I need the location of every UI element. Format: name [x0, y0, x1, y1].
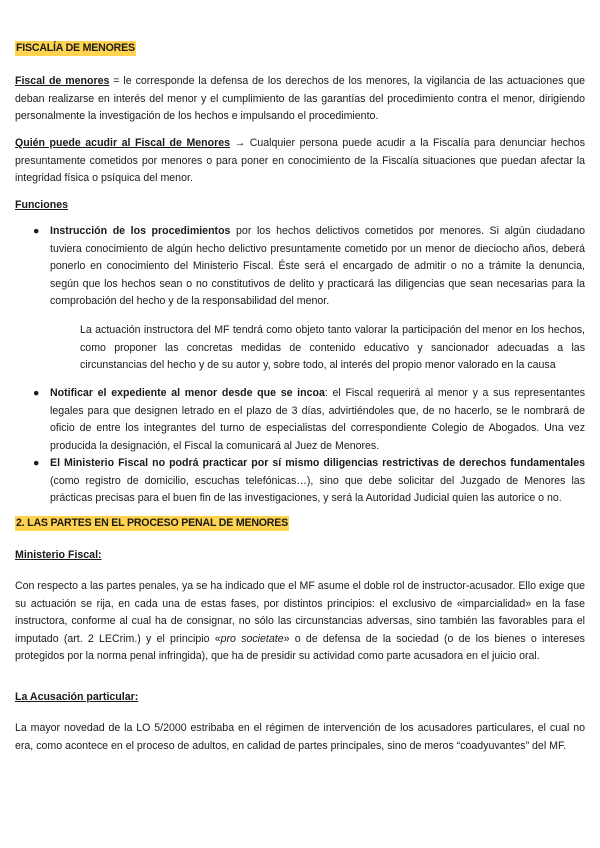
section-heading-fiscalia: FISCALÍA DE MENORES: [16, 42, 135, 54]
section-heading-partes: 2. LAS PARTES EN EL PROCESO PENAL DE MENORES: [16, 517, 288, 529]
note-actuacion-instructora: La actuación instructora del MF tendrá como objeto tanto valorar la participación del menor en los hechos, como proponer las concretas medidas de contenido educativo y sancionador adecuadas a las circunstancias del hecho y de su autor y, sobre todo, al interés del propio menor valorado en la causa: [80, 324, 585, 372]
ministerio-fiscal-heading: Ministerio Fiscal:: [15, 549, 102, 561]
funcion-diligencias-restrictivas: El Ministerio Fiscal no podrá practicar por sí mismo diligencias restrictivas de derechos fundamentales (como registro de domicilio, escuchas telefónicas…), sino que debe solicitar del Juzgado de Menores las prácticas precisas para el buen fin de las investigaciones, y será la Autoridad Judicial quien las autorice o no.: [50, 457, 585, 505]
bullet-icon: ●: [33, 225, 40, 237]
paragraph-quien-puede-acudir: Quién puede acudir al Fiscal de Menores → Cualquier persona puede acudir a la Fiscalía para denunciar hechos presuntamente cometidos por menores o para poner en conocimiento de la Fiscalía situaciones que puedan afectar la integridad física o psíquica del menor.: [15, 137, 585, 185]
funciones-heading: Funciones: [15, 199, 68, 211]
bullet-icon: ●: [33, 387, 40, 399]
arrow-icon: →: [230, 137, 250, 149]
paragraph-ministerio-fiscal: Con respecto a las partes penales, ya se ha indicado que el MF asume el doble rol de instructor-acusador. Ello exige que su actuación se rija, en cada una de estas fases, por distintos principios: el exclusivo de «imparcialidad» en la fase instructora, conforme al cual ha de consignar, no sólo las circunstancias adversas, sino también las favorables para el imputado (art. 2 LECrim.) y el principio «pro societate» o de defensa de la sociedad (o de los bienes o intereses protegidos por la norma penal infringida), que ha de presidir su actividad como parte acusadora en el juicio oral.: [15, 580, 585, 663]
funcion-instruccion: Instrucción de los procedimientos por los hechos delictivos cometidos por menores. Si algún ciudadano tuviera conocimiento de algún hecho delictivo presuntamente cometido por un menor de dieciocho años, deberá ponerlo en conocimiento del Ministerio Fiscal. Éste será el encargado de admitir o no a trámite la denuncia, según que los hechos sean o no constitutivos de delito y practicará las diligencias que sean necesarias para la comprobación del hecho y de la responsabilidad del menor.: [50, 225, 585, 308]
term-quien-puede-acudir: Quién puede acudir al Fiscal de Menores: [15, 137, 231, 149]
bullet-icon: ●: [33, 457, 40, 469]
paragraph-acusacion-particular: La mayor novedad de la LO 5/2000 estribaba en el régimen de intervención de los acusadores particulares, el cual no era, como acontece en el proceso de adultos, en calidad de partes principales, sino de meros “coadyuvantes” del MF.: [15, 722, 585, 752]
paragraph-fiscal-de-menores: Fiscal de menores = le corresponde la defensa de los derechos de los menores, la vigilancia de las actuaciones que deban realizarse en interés del menor y el cumplimiento de las garantías del procedimiento contra el menor, dirigiendo personalmente la investigación de los hechos e impulsando el procedimiento.: [15, 75, 585, 123]
funcion-notificar-expediente: Notificar el expediente al menor desde que se incoa: el Fiscal requerirá al menor y a sus representantes legales para que designen letrado en el plazo de 3 días, advirtiéndoles que, de no hacerlo, se le nombrará de oficio de entre los integrantes del turno de especialistas del correspondiente Colegio de Abogados. Una vez producida la designación, el Fiscal la comunicará al Juez de Menores.: [50, 387, 586, 452]
acusacion-particular-heading: La Acusación particular:: [15, 691, 139, 703]
term-fiscal-de-menores: Fiscal de menores: [15, 75, 110, 87]
